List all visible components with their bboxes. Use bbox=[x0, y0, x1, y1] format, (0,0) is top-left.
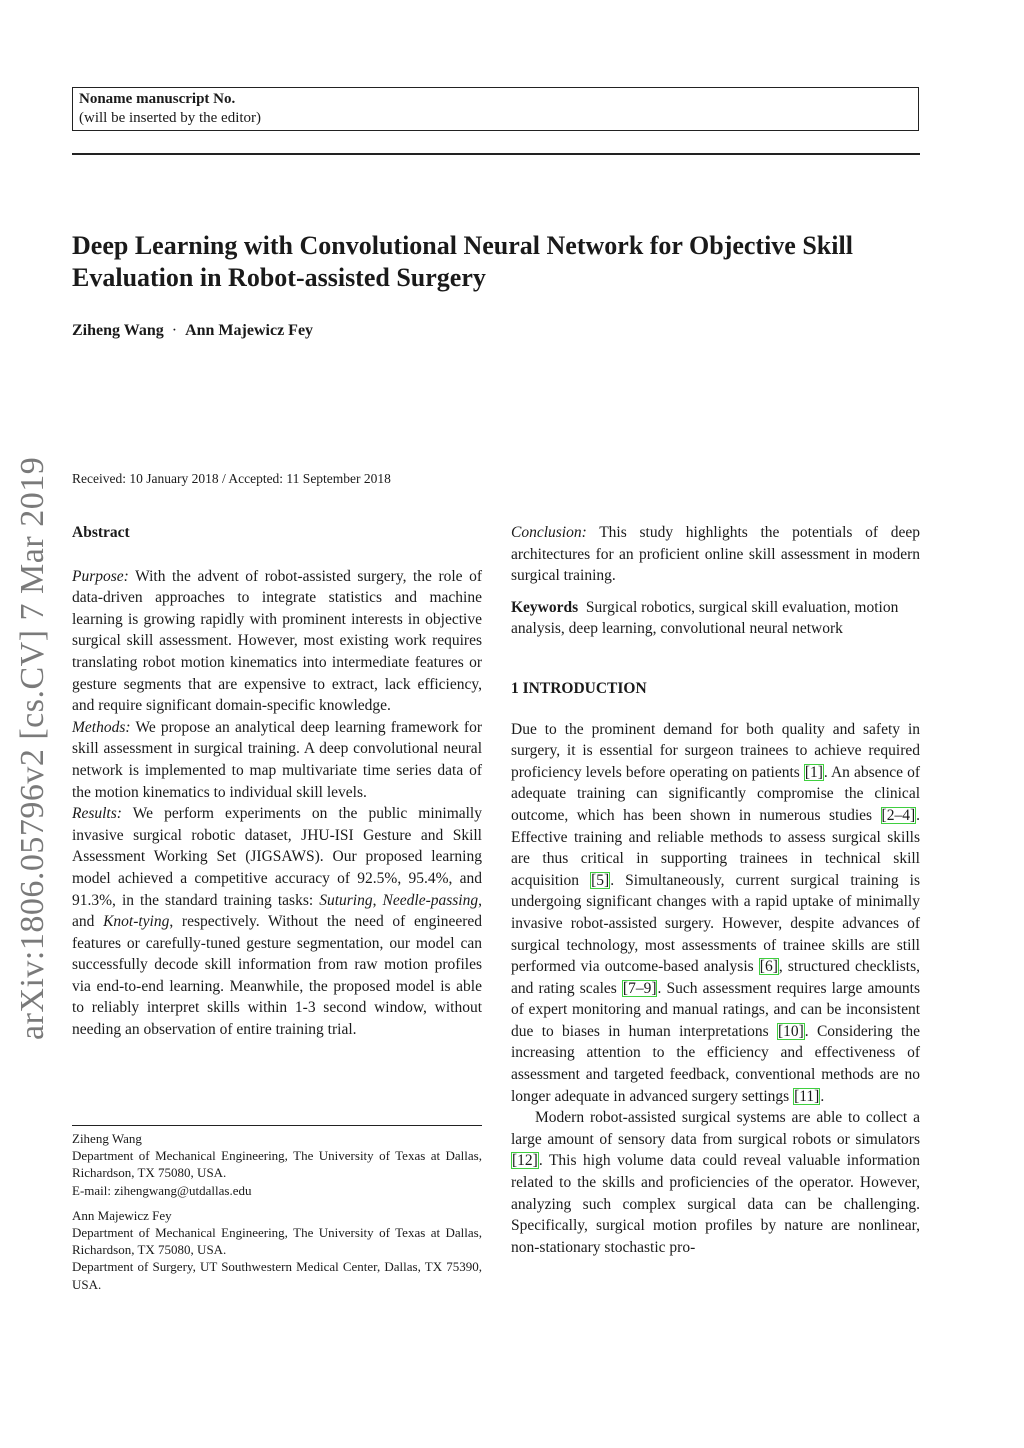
author-affiliations bbox=[72, 1130, 482, 1293]
spacer bbox=[72, 544, 482, 566]
manuscript-header-box bbox=[72, 87, 919, 131]
citation-link[interactable]: [1] bbox=[804, 763, 823, 781]
methods-text: We propose an analytical deep learning framework for skill assessment in surgical training. A deep convolutional neural network is implemented to map multivariate time series data of the motion kinematics to individual skill levels. bbox=[72, 718, 482, 801]
paper-title: Deep Learning with Convolutional Neural Network for Objective Skill Evaluation in Robot-assisted Surgery bbox=[72, 231, 853, 292]
abstract-heading: Abstract bbox=[72, 524, 130, 541]
manuscript-label: Noname manuscript No. bbox=[79, 91, 236, 107]
body-text: . Effective training and reliable methods to assess surgical skills are thus critical in supporting trainees in technical skill acquisition bbox=[511, 806, 920, 889]
citation-link[interactable]: [5] bbox=[591, 871, 610, 889]
intro-paragraph bbox=[511, 719, 920, 1108]
affiliation-dept: Department of Mechanical Engineering, The University of Texas at Dallas, Richardson, TX 75080, USA. bbox=[72, 1225, 482, 1258]
punct: , and bbox=[72, 891, 482, 931]
citation-link[interactable]: [10] bbox=[777, 1022, 804, 1040]
citation-link[interactable]: [7–9] bbox=[622, 979, 657, 997]
spacer bbox=[511, 700, 920, 719]
body-text: Modern robot-assisted surgical systems are able to collect a large amount of sensory data from surgical robots or simulators bbox=[511, 1109, 920, 1148]
purpose-label: Purpose: bbox=[72, 567, 129, 585]
task-name: Knot-tying bbox=[103, 913, 170, 931]
spacer bbox=[511, 587, 920, 597]
results-text: We perform experiments on the public minimally invasive surgical robotic dataset, JHU-ISI Gesture and Skill Assessment Working Set (JIGSAWS). Our proposed learning model achieved a competitive accuracy of 92.5%, 95.4%, and 91.3%, in the standard training tasks: bbox=[72, 805, 482, 909]
affiliation-dept: Department of Mechanical Engineering, The University of Texas at Dallas, Richardson, TX 75080, USA. bbox=[72, 1148, 482, 1181]
footnote-rule bbox=[72, 1125, 482, 1126]
results-label: Results: bbox=[72, 805, 122, 823]
abstract-results bbox=[72, 803, 482, 1041]
keywords-label: Keywords bbox=[511, 598, 579, 616]
task-name: Needle-passing bbox=[382, 891, 479, 909]
affiliation-name: Ziheng Wang bbox=[72, 1131, 142, 1146]
body-text: , structured checklists, and rating scales bbox=[511, 958, 920, 997]
header-rule bbox=[72, 153, 920, 155]
abstract-methods bbox=[72, 717, 482, 803]
citation-link[interactable]: [2–4] bbox=[881, 806, 916, 824]
citation-link[interactable]: [6] bbox=[759, 958, 778, 976]
task-name: Suturing bbox=[319, 891, 373, 909]
body-text: . This high volume data could reveal valuable information related to the skills and proficiencies of the operator. However, analyzing such complex surgical data can be challenging. Specifically, surgical motion profiles by nature are nonlinear, non-stationary stochastic pro- bbox=[511, 1152, 920, 1256]
body-text: . Such assessment requires large amounts of expert monitoring and manual ratings, and can be inconsistent due to biases in human interpretations bbox=[511, 979, 920, 1040]
keywords bbox=[511, 597, 920, 640]
spacer bbox=[72, 1199, 482, 1207]
spacer bbox=[511, 640, 920, 678]
author-line bbox=[72, 322, 313, 340]
affiliation-dept: Department of Surgery, UT Southwestern Medical Center, Dallas, TX 75390, USA. bbox=[72, 1259, 482, 1292]
body-text: . Considering the increasing attention to the efficiency and effectiveness of assessment and targeted feedback, conventional methods are no longer adequate in advanced surgery settings bbox=[511, 1022, 920, 1105]
abstract-conclusion bbox=[511, 522, 920, 587]
keywords-text: Surgical robotics, surgical skill evaluation, motion analysis, deep learning, convolutional neural network bbox=[511, 598, 899, 638]
citation-link[interactable]: [11] bbox=[794, 1087, 820, 1105]
methods-label: Methods: bbox=[72, 718, 131, 736]
punct: , bbox=[372, 891, 377, 909]
section-heading: 1 INTRODUCTION bbox=[511, 679, 647, 697]
body-text: . Simultaneously, current surgical training is undergoing significant changes with a rapid uptake of minimally invasive robot-assisted surgery. However, despite advances of surgical technology, most assessments of trainee skills are still performed via outcome-based analysis bbox=[511, 871, 920, 976]
affiliation-name: Ann Majewicz Fey bbox=[72, 1207, 172, 1223]
author-name: Ziheng Wang bbox=[72, 322, 164, 339]
editor-note: (will be inserted by the editor) bbox=[79, 110, 262, 126]
author-separator: · bbox=[171, 322, 178, 339]
body-text: Due to the prominent demand for both quality and safety in surgery, it is essential for surgeon trainees to achieve required proficiency levels before operating on patients bbox=[511, 720, 920, 781]
conclusion-text: This study highlights the potentials of deep architectures for an proficient online skill assessment in modern surgical training. bbox=[511, 524, 920, 585]
body-text: . An absence of adequate training can significantly compromise the clinical outcome, which has been shown in numerous studies bbox=[511, 763, 920, 824]
received-dates: Received: 10 January 2018 / Accepted: 11 September 2018 bbox=[72, 471, 391, 486]
arxiv-stamp: arXiv:1806.05796v2 [cs.CV] 7 Mar 2019 bbox=[14, 456, 51, 1040]
affiliation-email: E-mail: zihengwang@utdallas.edu bbox=[72, 1182, 252, 1198]
citation-link[interactable]: [12] bbox=[512, 1152, 538, 1170]
conclusion-label: Conclusion: bbox=[511, 524, 587, 541]
abstract-purpose bbox=[72, 566, 482, 717]
right-column bbox=[511, 522, 920, 1258]
intro-paragraph bbox=[511, 1107, 920, 1258]
left-column bbox=[72, 522, 482, 1041]
body-text: . bbox=[820, 1087, 825, 1105]
author-name: Ann Majewicz Fey bbox=[185, 322, 314, 339]
results-text: , respectively. Without the need of engineered features or carefully-tuned gesture segmentation, our model can successfully decode skill information from raw motion profiles via end-to-end learning. Meanwhile, the proposed model is able to reliably interpret skills within 1-3 second window, without needing an observation of entire training trial. bbox=[72, 913, 482, 1039]
purpose-text: With the advent of robot-assisted surgery, the role of data-driven approaches to integrate statistics and machine learning is growing rapidly with prominent interests in objective surgical skill assessment. However, most existing work requires translating robot motion kinematics into intermediate features or gesture segments that are expensive to extract, lack efficiency, and require significant domain-specific knowledge. bbox=[72, 567, 482, 715]
